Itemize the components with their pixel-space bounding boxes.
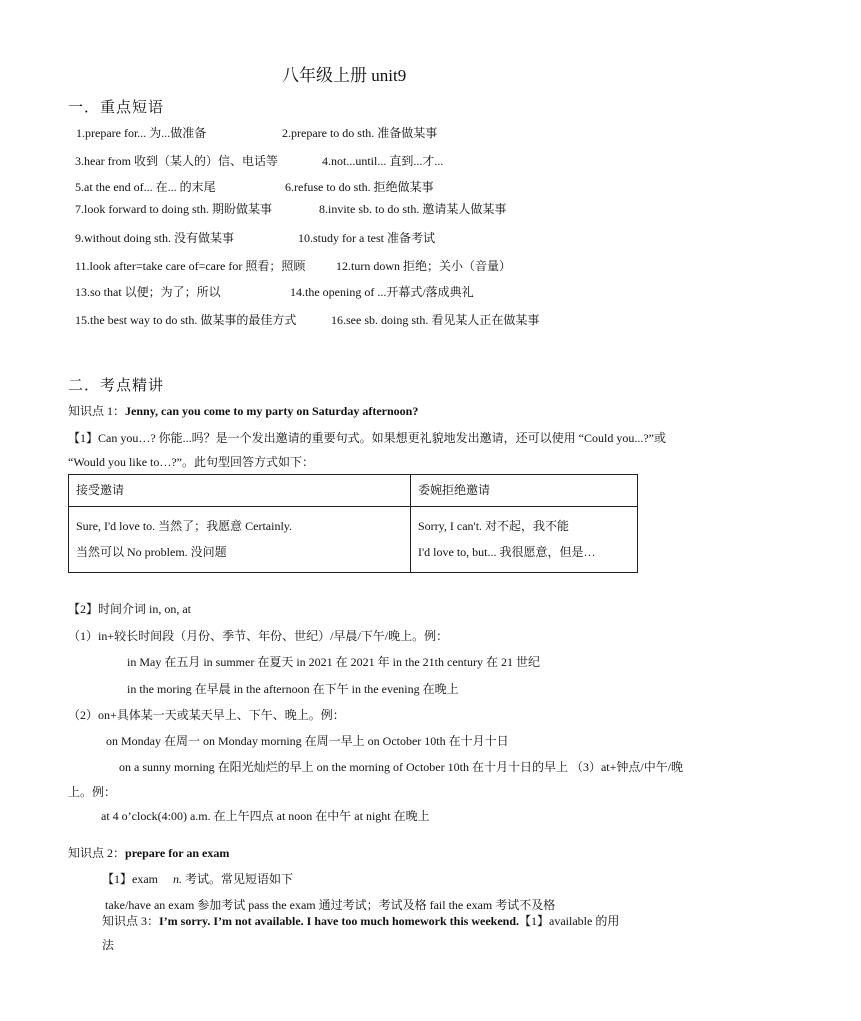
decline-response: Sorry, I can't. 对不起，我不能 [418, 519, 570, 533]
phrase-item: 7.look forward to doing sth. 期盼做某事 [75, 202, 272, 216]
point-label: 知识点 1： [68, 404, 126, 418]
example-line: at 4 o’clock(4:00) a.m. 在上午四点 at noon 在中午 at night 在晚上 [101, 809, 430, 823]
example-line-continued: 法 [102, 938, 115, 952]
accept-response: 当然可以 No problem. 没问题 [76, 545, 227, 559]
phrase-item: 10.study for a test 准备考试 [298, 231, 435, 245]
explanation-line: “Would you like to…?”。此句型回答方式如下： [68, 455, 315, 469]
table-header-accept: 接受邀请 [69, 475, 411, 507]
example-line: on Monday 在周一 on Monday morning 在周一早上 on October 10th 在十月十日 [106, 734, 509, 748]
knowledge-point-1 [68, 402, 418, 419]
phrase-item: 5.at the end of... 在... 的末尾 [75, 180, 216, 194]
explanation-line: 【1】exam n. 考试。常见短语如下 [102, 872, 294, 886]
point-label: 知识点 3： [102, 914, 160, 928]
example-line: in May 在五月 in summer 在夏天 in 2021 在 2021 年 in the 21th century 在 21 世纪 [127, 655, 540, 669]
phrase-item: 9.without doing sth. 没有做某事 [75, 231, 235, 245]
decline-response: I'd love to, but... 我很愿意，但是… [418, 545, 596, 559]
phrase-item: 1.prepare for... 为...做准备 [76, 126, 207, 140]
phrase-item: 16.see sb. doing sth. 看见某人正在做某事 [331, 313, 540, 327]
phrase-item: 4.not...until... 直到...才... [322, 154, 444, 168]
rule-line: （1）in+较长时间段（月份、季节、年份、世纪）/早晨/下午/晚上。例： [68, 629, 449, 643]
accept-response: Sure, I'd love to. 当然了；我愿意 Certainly. [76, 519, 293, 533]
example-line-continued: 上。例： [68, 785, 117, 799]
phrase-item: 8.invite sb. to do sth. 邀请某人做某事 [319, 202, 507, 216]
section-heading-key-phrases: 一．重点短语 [68, 100, 165, 116]
knowledge-point-3 [102, 912, 619, 929]
point-sentence: Jenny, can you come to my party on Saturday afternoon? [125, 404, 419, 418]
example-line: take/have an exam 参加考试 pass the exam 通过考试；考试及格 fail the exam 考试不及格 [105, 898, 556, 912]
table-cell-accept [69, 507, 411, 573]
point-label: 知识点 2： [68, 846, 126, 860]
point-sentence: I’m sorry. I’m not available. I have too much homework this weekend. [159, 914, 520, 928]
phrase-item: 12.turn down 拒绝；关小（音量） [336, 259, 511, 273]
part-of-speech: n. [173, 872, 182, 886]
phrase-item: 13.so that 以便；为了；所以 [75, 285, 221, 299]
point-sentence: prepare for an exam [125, 846, 230, 860]
table-header-decline: 委婉拒绝邀请 [411, 475, 638, 507]
phrase-item: 15.the best way to do sth. 做某事的最佳方式 [75, 313, 297, 327]
invitation-response-table [68, 474, 638, 573]
phrase-item: 6.refuse to do sth. 拒绝做某事 [285, 180, 434, 194]
page-title: 八年级上册 unit9 [282, 66, 407, 85]
explanation-line: 【1】Can you…? 你能...吗？是一个发出邀请的重要句式。如果想更礼貌地发出邀请，还可以使用 “Could you...?”或 [68, 431, 666, 445]
table-cell-decline [411, 507, 638, 573]
phrase-item: 14.the opening of ...开幕式/落成典礼 [290, 285, 474, 299]
knowledge-point-2 [68, 844, 229, 861]
point-tail: 【1】available 的用 [519, 914, 620, 928]
example-line: on a sunny morning 在阳光灿烂的早上 on the morning of October 10th 在十月十日的早上 （3）at+钟点/中午/晚 [119, 760, 684, 774]
subsection-heading: 【2】时间介词 in, on, at [68, 602, 191, 616]
section-heading-exam-points: 二．考点精讲 [68, 378, 165, 394]
phrase-item: 11.look after=take care of=care for 照看；照顾 [75, 259, 306, 273]
example-line: in the moring 在早晨 in the afternoon 在下午 in the evening 在晚上 [127, 682, 459, 696]
phrase-item: 2.prepare to do sth. 准备做某事 [282, 126, 438, 140]
rule-line: （2）on+具体某一天或某天早上、下午、晚上。例： [68, 708, 345, 722]
phrase-item: 3.hear from 收到（某人的）信、电话等 [75, 154, 278, 168]
